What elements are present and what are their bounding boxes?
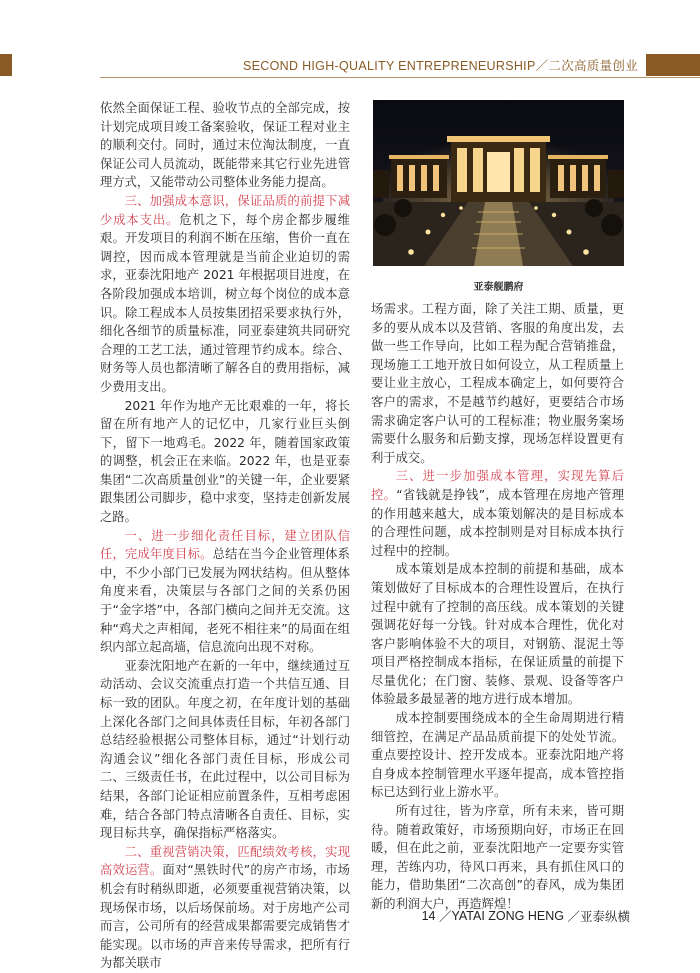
paragraph: 依然全面保证工程、验收节点的全部完成，按计划完成项目竣工备案验收，保证工程对业主的顺利交付。同时，通过末位淘汰制度，一直保证公司人员流动，既能带来其它行业先进管理方式，又能带动公司整体业务能力提高。 <box>100 101 350 190</box>
night-building-illustration <box>373 100 624 266</box>
magazine-name-en: YATAI ZONG HENG <box>451 909 564 923</box>
section-heading: 三、加强成本意识，保证品质的前提下减少成本支出。 <box>100 193 350 227</box>
magazine-name-cn: 亚泰纵横 <box>579 910 630 924</box>
header-right-accent-bar <box>646 54 700 76</box>
building-photo <box>373 100 624 266</box>
paragraph-body: 面对“黑铁时代”的房产市场，市场机会有时稍纵即逝，必须要重视营销决策，以现场保市场，以后场保前场。对于房地产公司而言，公司所有的经营成果都需要完成销售才能实现。以市场的声音来传导需求，把所有行为都关联市 <box>100 863 350 971</box>
paragraph-body: 危机之下，每个房企都步履维艰。开发项目的利润不断在压缩，售价一直在调控，因而成本管理就是当前企业迫切的需求，亚泰沈阳地产 2021 年根据项目进度，在各阶段加强成本培训，树立每个岗位的成本意识。除工程成本人员按集团招采要求执行外，细化各细节的质量标准，同亚泰建筑共同研究合理的工艺工法，通过管理节约成本。综合、财务等人员也都清晰了解各自的费用指标，减少费用支出。 <box>100 212 350 394</box>
paragraph: 所有过往，皆为序章，所有未来，皆可期待。随着政策好，市场预期向好，市场正在回暖，但在此之前，亚泰沈阳地产一定要夯实管理，苦练内功，待风口再来，具有抓住风口的能力，借助集团“二次高创”的春风，成为集团新的利润大户，再造辉煌！ <box>371 804 624 911</box>
section-heading: 三、进一步加强成本管理，实现先算后控。 <box>371 469 624 502</box>
paragraph: 场需求。工程方面，除了关注工期、质量，更多的要从成本以及营销、客服的角度出发，去做一些工作导向，比如工程为配合营销推盘，现场施工工地开放日如何设立，从工程质量上要让业主放心，工程成本确定上，如何要符合客户的需求，不是越节约越好，更要结合市场需求确定客户认可的工程标准；物业服务案场需要什么服务和后勤支撑，现场怎样设置更有利于成交。 <box>371 302 624 465</box>
paragraph: 成本控制要围绕成本的全生命周期进行精细管控，在满足产品品质前提下的处处节流。重点要控设计、控开发成本。亚泰沈阳地产将自身成本控制管理水平逐年提高，成本管控指标已达到行业上游水平。 <box>371 711 624 800</box>
paragraph-body: 总结在当今企业管理体系中，不少小部门已发展为网状结构。但从整体角度来看，决策层与各部门之间的关系仍困于“金字塔”中，各部门横向之间并无交流。这种“鸡犬之声相闻，老死不相往来”的局面在组织内部立起高墙，信息流向出现不对称。 <box>100 547 350 655</box>
paragraph <box>100 192 350 397</box>
paragraph-body: “省钱就是挣钱”，成本管理在房地产管理的作用越来越大，成本策划解决的是目标成本的合理性问题，成本控制则是对目标成本执行过程中的控制。 <box>371 487 624 558</box>
left-text-column <box>100 99 350 973</box>
paragraph: 2021 年作为地产无比艰难的一年，将长留在所有地产人的记忆中，几家行业巨头倒下，留下一地鸡毛。2022 年，随着国家政策的调整，机会正在来临。2022 年，也是亚泰集团“二次高质量创业”的关键一年，企业要紧跟集团公司脚步，稳中求变，坚持走创新发展之路。 <box>100 398 350 525</box>
page-number: 14 <box>421 909 436 923</box>
page-footer <box>422 907 630 925</box>
header-left-accent-bar <box>0 54 12 76</box>
paragraph <box>100 843 350 973</box>
header-divider <box>100 77 700 78</box>
section-title: SECOND HIGH-QUALITY ENTREPRENEURSHIP／二次高质量创业 <box>243 59 638 73</box>
photo-caption: 亚泰舰鹏府 <box>473 282 524 293</box>
right-text-column <box>371 300 624 914</box>
paragraph <box>100 527 350 657</box>
paragraph: 成本策划是成本控制的前提和基础，成本策划做好了目标成本的合理性设置后，在执行过程中就有了控制的高压线。成本策划的关键强调花好每一分钱。针对成本合理性，优化对客户影响体验不大的项目，对钢筋、混泥土等项目严格控制成本指标，在保证质量的前提下尽量优化；在门窗、装修、景观、设备等客户体验最多最显著的地方进行成本增加。 <box>371 562 624 707</box>
footer-slash: ／ <box>438 910 452 924</box>
section-heading: 二、重视营销决策，匹配绩效考核，实现高效运营。 <box>100 844 350 878</box>
footer-slash: ／ <box>567 910 580 924</box>
paragraph <box>371 467 624 560</box>
section-heading: 一、进一步细化责任目标，建立团队信任，完成年度目标。 <box>100 528 350 562</box>
paragraph: 亚泰沈阳地产在新的一年中，继续通过互动活动、会议交流重点打造一个共信互通、目标一致的团队。年度之初，在年度计划的基础上深化各部门之间具体责任目标，年初各部门总结经验根据公司整体目标，通过“计划行动沟通会议”细化各部门责任目标，形成公司二、三级责任书，在此过程中，以公司目标为结果，各部门论证相应前置条件，互相考虑困难，结合各部门特点清晰各自责任、目标，实现目标共享，确保指标严格落实。 <box>100 658 350 841</box>
page-header <box>0 54 700 76</box>
